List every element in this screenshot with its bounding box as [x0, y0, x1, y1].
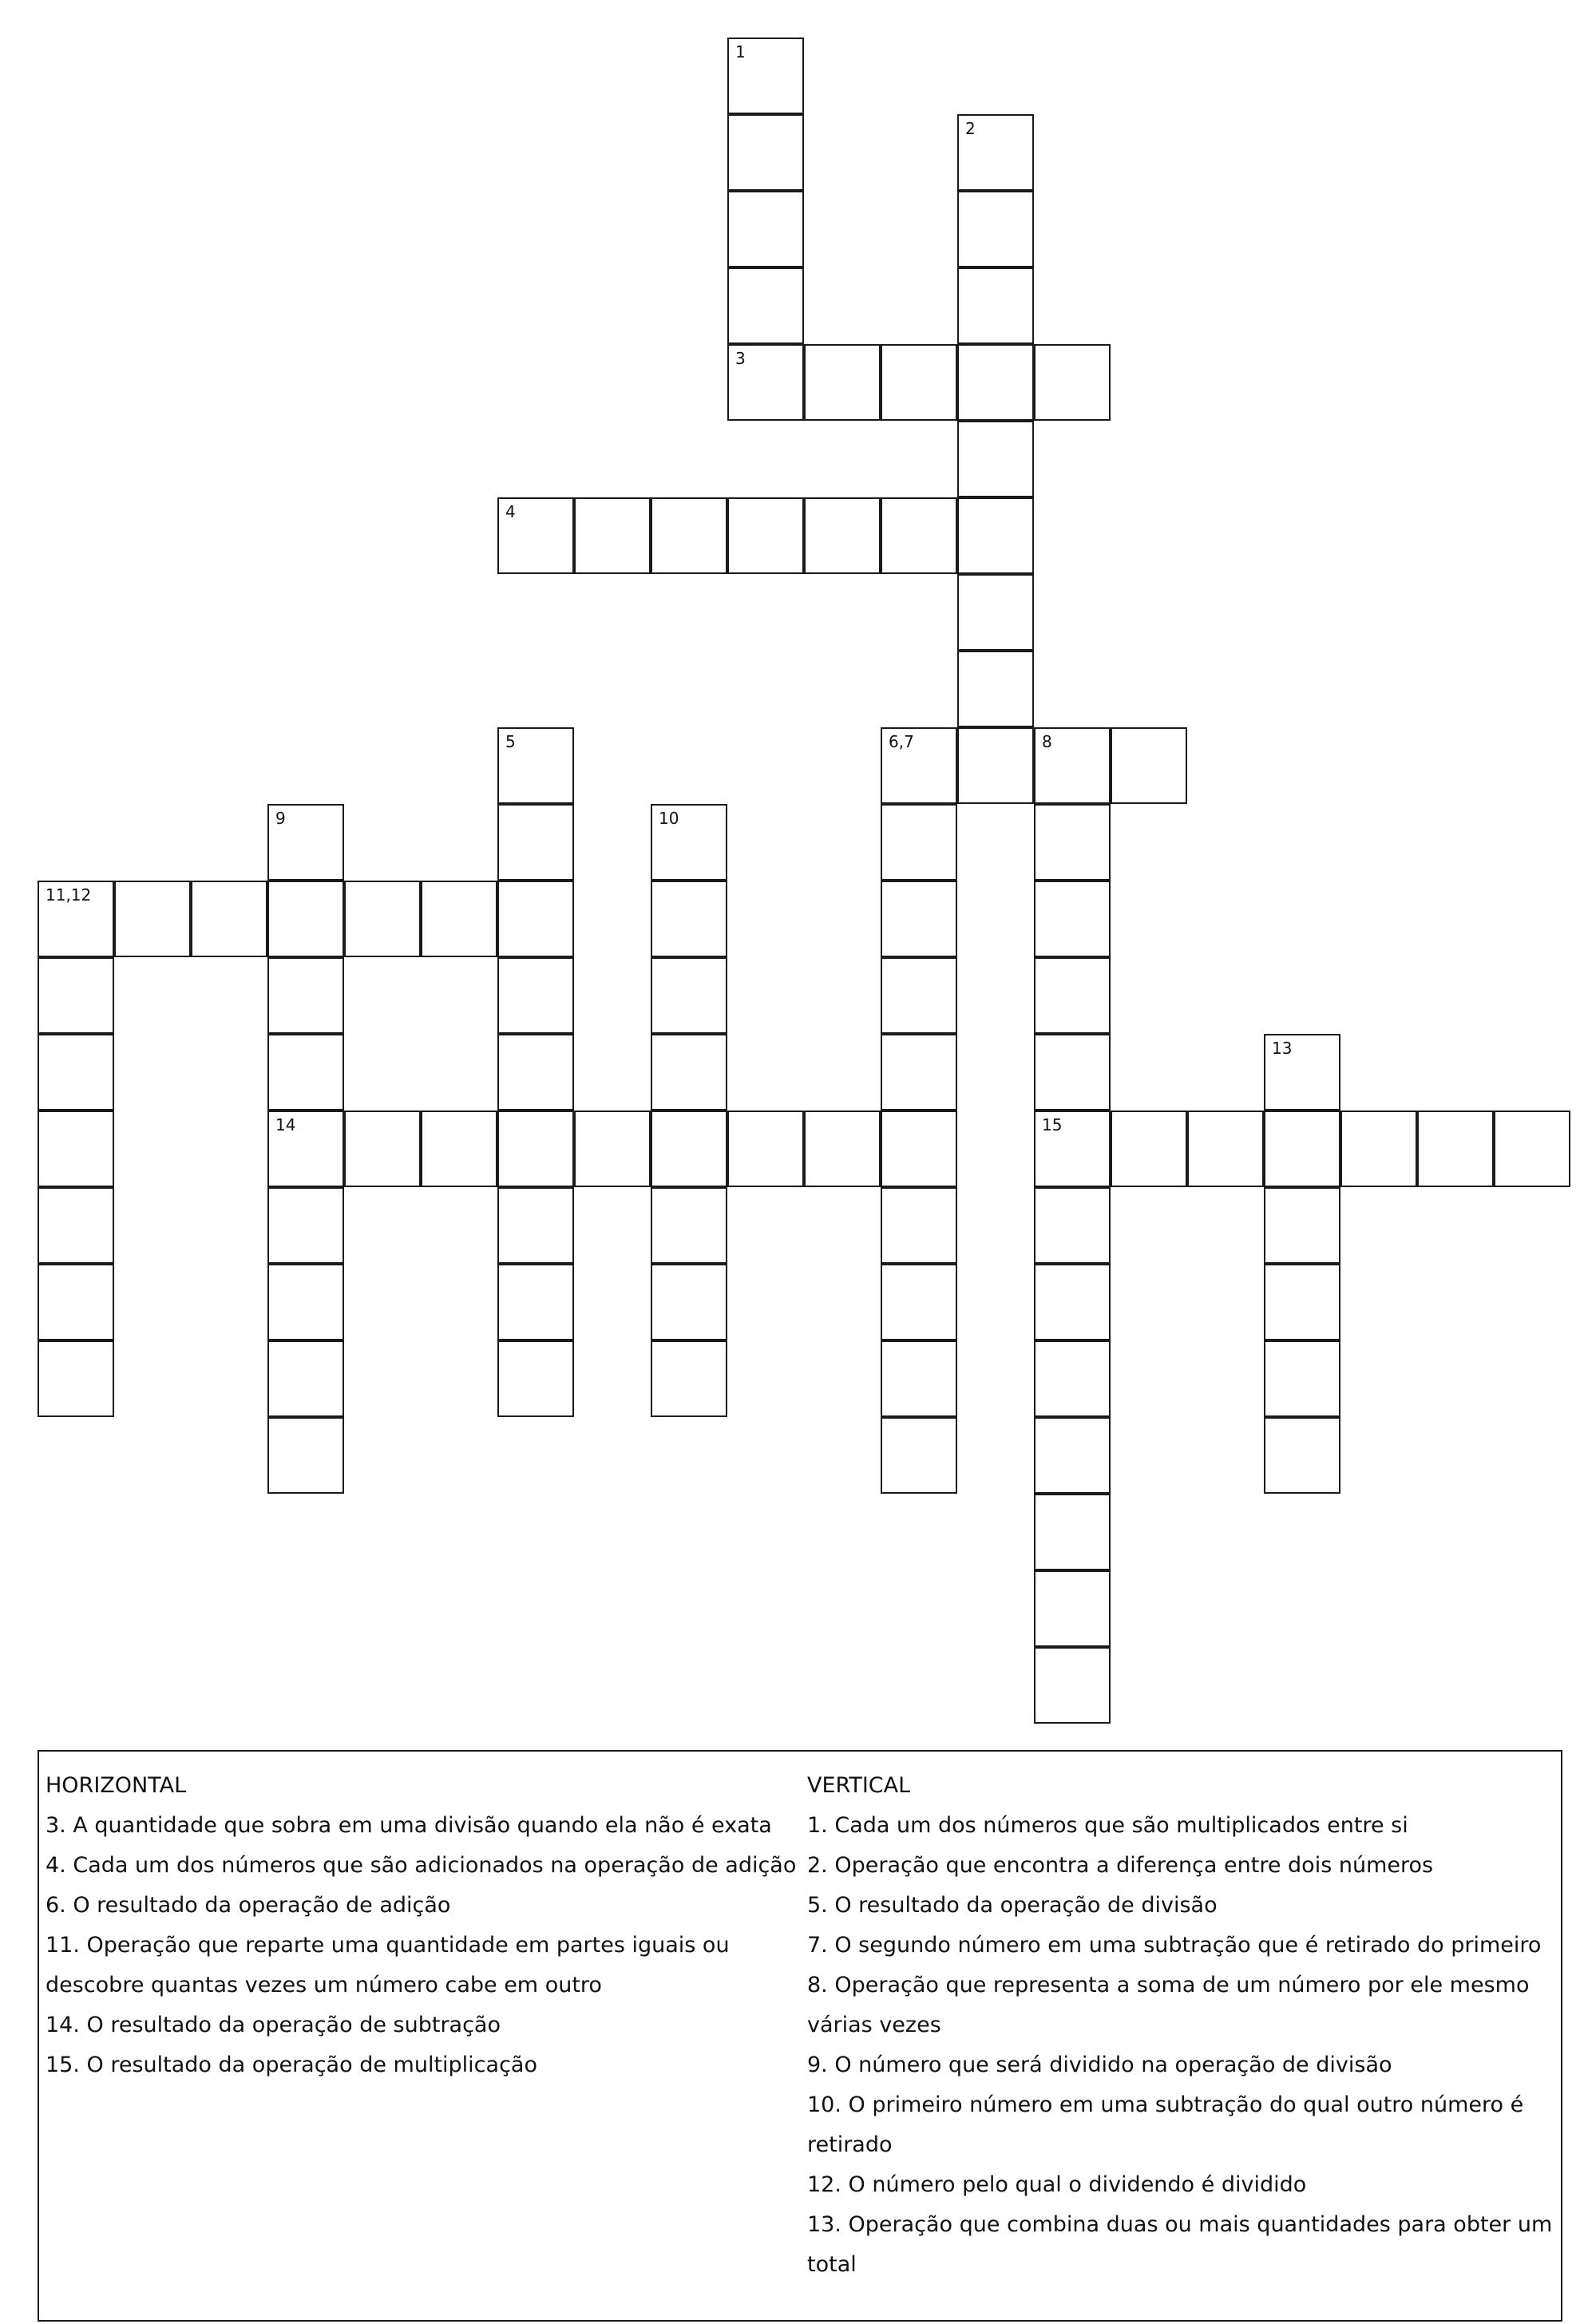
- crossword-cell[interactable]: [651, 957, 727, 1034]
- crossword-cell[interactable]: [881, 727, 957, 804]
- crossword-cell[interactable]: [497, 1187, 574, 1264]
- crossword-cell[interactable]: [1264, 1187, 1340, 1264]
- vertical-clue: 5. O resultado da operação de divisão: [807, 1893, 1218, 1918]
- crossword-cell[interactable]: [267, 957, 344, 1034]
- horizontal-clue: 6. O resultado da operação de adição: [46, 1893, 451, 1918]
- crossword-cell[interactable]: [881, 1417, 957, 1494]
- crossword-cell[interactable]: [38, 1340, 114, 1417]
- crossword-cell[interactable]: [1034, 1264, 1111, 1340]
- crossword-cell[interactable]: [651, 1034, 727, 1111]
- crossword-cell[interactable]: [651, 881, 727, 957]
- horizontal-clue: 15. O resultado da operação de multiplicação: [46, 2053, 537, 2077]
- crossword-cell[interactable]: [727, 114, 804, 191]
- horizontal-clue: 14. O resultado da operação de subtração: [46, 2013, 501, 2037]
- crossword-cell[interactable]: [804, 344, 881, 421]
- clue-number: 10: [659, 809, 679, 828]
- vertical-clue: 8. Operação que representa a soma de um número por ele mesmo: [807, 1973, 1530, 1997]
- crossword-cell[interactable]: [727, 344, 804, 421]
- crossword-cell[interactable]: [38, 881, 114, 957]
- crossword-cell[interactable]: [1264, 1417, 1340, 1494]
- horizontal-clue: 4. Cada um dos números que são adicionados na operação de adição: [46, 1853, 797, 1878]
- crossword-cell[interactable]: [651, 1111, 727, 1187]
- vertical-heading: VERTICAL: [807, 1773, 911, 1798]
- horizontal-heading: HORIZONTAL: [46, 1773, 187, 1798]
- crossword-cell[interactable]: [957, 651, 1034, 727]
- crossword-cell[interactable]: [1417, 1111, 1494, 1187]
- clue-number: 8: [1042, 732, 1052, 751]
- crossword-cell[interactable]: [1034, 1034, 1111, 1111]
- crossword-cell[interactable]: [497, 727, 574, 804]
- crossword-cell[interactable]: [1034, 344, 1111, 421]
- crossword-cell[interactable]: [1034, 1647, 1111, 1724]
- vertical-clue: retirado: [807, 2132, 893, 2157]
- crossword-cell[interactable]: [727, 267, 804, 344]
- clue-number: 5: [505, 732, 516, 751]
- crossword-cell[interactable]: [1034, 1417, 1111, 1494]
- crossword-cell[interactable]: [957, 344, 1034, 421]
- crossword-cell[interactable]: [1034, 957, 1111, 1034]
- clue-number: 15: [1042, 1115, 1063, 1134]
- vertical-clue: 2. Operação que encontra a diferença entre dois números: [807, 1853, 1434, 1878]
- crossword-cell[interactable]: [267, 1111, 344, 1187]
- crossword-cell[interactable]: [957, 727, 1034, 804]
- vertical-clue: 7. O segundo número em uma subtração que é retirado do primeiro: [807, 1933, 1542, 1958]
- crossword-cell[interactable]: [1034, 727, 1111, 804]
- crossword-cell[interactable]: [38, 1264, 114, 1340]
- crossword-cell[interactable]: [881, 1111, 957, 1187]
- crossword-cell[interactable]: [267, 1034, 344, 1111]
- crossword-cell[interactable]: [38, 1187, 114, 1264]
- crossword-cell[interactable]: [881, 1264, 957, 1340]
- clue-number: 1: [735, 42, 746, 61]
- vertical-clues: [807, 1766, 1558, 2285]
- clue-number: 6,7: [889, 732, 914, 751]
- crossword-cell[interactable]: [651, 804, 727, 881]
- clue-number: 11,12: [46, 885, 92, 905]
- crossword-cell[interactable]: [651, 1187, 727, 1264]
- vertical-clue: 10. O primeiro número em uma subtração do qual outro número é: [807, 2092, 1524, 2117]
- clue-number: 9: [275, 809, 286, 828]
- crossword-cell[interactable]: [881, 1187, 957, 1264]
- crossword-cell[interactable]: [727, 38, 804, 114]
- crossword-cell[interactable]: [727, 1111, 804, 1187]
- crossword-cell[interactable]: [957, 421, 1034, 497]
- crossword-cell[interactable]: [497, 497, 574, 574]
- crossword-cell[interactable]: [1340, 1111, 1417, 1187]
- crossword-cell[interactable]: [38, 1034, 114, 1111]
- crossword-cell[interactable]: [1034, 1494, 1111, 1570]
- crossword-cell[interactable]: [1034, 804, 1111, 881]
- vertical-clue: 13. Operação que combina duas ou mais quantidades para obter um: [807, 2212, 1553, 2237]
- clue-number: 3: [735, 349, 746, 368]
- crossword-cell[interactable]: [727, 191, 804, 267]
- vertical-clue: total: [807, 2252, 857, 2277]
- horizontal-clue: descobre quantas vezes um número cabe em outro: [46, 1973, 602, 1997]
- crossword-cell[interactable]: [881, 1340, 957, 1417]
- crossword-cell[interactable]: [574, 497, 651, 574]
- vertical-clue: 12. O número pelo qual o dividendo é dividido: [807, 2172, 1307, 2197]
- crossword-cell[interactable]: [957, 267, 1034, 344]
- crossword-cell[interactable]: [574, 1111, 651, 1187]
- crossword-cell[interactable]: [267, 881, 344, 957]
- crossword-cell[interactable]: [1264, 1111, 1340, 1187]
- crossword-cell[interactable]: [1034, 1340, 1111, 1417]
- crossword-cell[interactable]: [881, 497, 957, 574]
- clue-number: 4: [505, 502, 516, 521]
- crossword-cell[interactable]: [114, 881, 191, 957]
- crossword-cell[interactable]: [957, 114, 1034, 191]
- crossword-cell[interactable]: [1034, 1570, 1111, 1647]
- crossword-cell[interactable]: [881, 804, 957, 881]
- vertical-clue: 9. O número que será dividido na operação de divisão: [807, 2053, 1392, 2077]
- crossword-cell[interactable]: [651, 497, 727, 574]
- crossword-cell[interactable]: [38, 957, 114, 1034]
- crossword-cell[interactable]: [957, 574, 1034, 651]
- clue-number: 14: [275, 1115, 296, 1134]
- crossword-cell[interactable]: [651, 1340, 727, 1417]
- crossword-cell[interactable]: [497, 881, 574, 957]
- crossword-cell[interactable]: [1034, 1187, 1111, 1264]
- crossword-cell[interactable]: [497, 1034, 574, 1111]
- crossword-cell[interactable]: [727, 497, 804, 574]
- crossword-cell[interactable]: [421, 881, 497, 957]
- crossword-cell[interactable]: [344, 1111, 421, 1187]
- crossword-cell[interactable]: [1494, 1111, 1570, 1187]
- crossword-cell[interactable]: [1111, 1111, 1187, 1187]
- crossword-cell[interactable]: [344, 881, 421, 957]
- crossword-cell[interactable]: [804, 1111, 881, 1187]
- crossword-cell[interactable]: [1034, 1111, 1111, 1187]
- horizontal-clue: 3. A quantidade que sobra em uma divisão quando ela não é exata: [46, 1813, 772, 1838]
- crossword-cell[interactable]: [1264, 1340, 1340, 1417]
- crossword-cell[interactable]: [957, 191, 1034, 267]
- crossword-cell[interactable]: [267, 1340, 344, 1417]
- crossword-cell[interactable]: [497, 1264, 574, 1340]
- crossword-cell[interactable]: [497, 957, 574, 1034]
- clue-number: 2: [965, 119, 976, 138]
- horizontal-clue: 11. Operação que reparte uma quantidade em partes iguais ou: [46, 1933, 730, 1958]
- crossword-cell[interactable]: [267, 1264, 344, 1340]
- clue-number: 13: [1272, 1039, 1293, 1058]
- clues-panel: [38, 1750, 1562, 2322]
- crossword-cell[interactable]: [191, 881, 267, 957]
- crossword-cell[interactable]: [497, 1340, 574, 1417]
- crossword-cell[interactable]: [1034, 881, 1111, 957]
- crossword-cell[interactable]: [267, 804, 344, 881]
- crossword-cell[interactable]: [421, 1111, 497, 1187]
- horizontal-clues: [46, 1766, 802, 2085]
- vertical-clue: várias vezes: [807, 2013, 941, 2037]
- crossword-cell[interactable]: [804, 497, 881, 574]
- crossword-cell[interactable]: [881, 881, 957, 957]
- crossword-cell[interactable]: [1187, 1111, 1264, 1187]
- vertical-clue: 1. Cada um dos números que são multiplicados entre si: [807, 1813, 1408, 1838]
- crossword-cell[interactable]: [881, 344, 957, 421]
- crossword-cell[interactable]: [957, 497, 1034, 574]
- crossword-cell[interactable]: [267, 1187, 344, 1264]
- crossword-cell[interactable]: [881, 1034, 957, 1111]
- crossword-cell[interactable]: [881, 957, 957, 1034]
- crossword-cell[interactable]: [38, 1111, 114, 1187]
- crossword-cell[interactable]: [1111, 727, 1187, 804]
- crossword-cell[interactable]: [651, 1264, 727, 1340]
- crossword-cell[interactable]: [1264, 1264, 1340, 1340]
- crossword-cell[interactable]: [497, 1111, 574, 1187]
- crossword-cell[interactable]: [1264, 1034, 1340, 1111]
- crossword-cell[interactable]: [497, 804, 574, 881]
- crossword-cell[interactable]: [267, 1417, 344, 1494]
